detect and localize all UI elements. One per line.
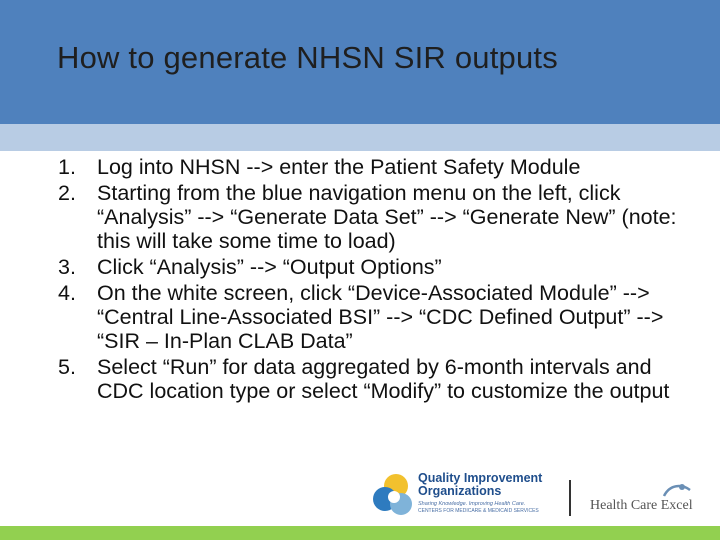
step-number: 3.: [58, 255, 76, 279]
list-item: [58, 281, 698, 353]
qio-name-line1: Quality Improvement: [418, 471, 543, 485]
qio-name-line2: Organizations: [418, 484, 502, 498]
list-item: [58, 155, 698, 179]
list-item: [58, 355, 698, 403]
list-item: [58, 255, 698, 279]
footer-logos: [372, 470, 720, 526]
list-item: [58, 181, 698, 253]
qio-tagline: Sharing Knowledge. Improving Health Care.: [418, 501, 526, 507]
hce-logo-text: Health Care Excel: [590, 498, 693, 513]
step-text: Starting from the blue navigation menu on the left, click “Analysis” --> “Generate Data Set” --> “Generate New” (note: this will take some time to load): [97, 181, 677, 253]
qio-logo-text: [418, 472, 578, 515]
step-number: 2.: [58, 181, 76, 205]
footer-accent-bar: [0, 526, 720, 540]
step-text: Click “Analysis” --> “Output Options”: [97, 255, 442, 279]
header-accent-band: [0, 124, 720, 151]
step-number: 5.: [58, 355, 76, 379]
slide-title: How to generate NHSN SIR outputs: [57, 40, 558, 75]
step-number: 4.: [58, 281, 76, 305]
qio-logo-icon: [372, 472, 416, 518]
step-text: Log into NHSN --> enter the Patient Safety Module: [97, 155, 581, 179]
step-number: 1.: [58, 155, 76, 179]
step-text: Select “Run” for data aggregated by 6-month intervals and CDC location type or select “Modify” to customize the output: [97, 355, 670, 403]
steps-list: [58, 155, 698, 405]
qio-cms-line: CENTERS FOR MEDICARE & MEDICAID SERVICES: [418, 508, 539, 514]
step-text: On the white screen, click “Device-Associated Module” --> “Central Line-Associated BSI” --> “CDC Defined Output” --> “SIR – In-Plan CLAB Data”: [97, 281, 664, 353]
logo-divider: [569, 480, 571, 516]
